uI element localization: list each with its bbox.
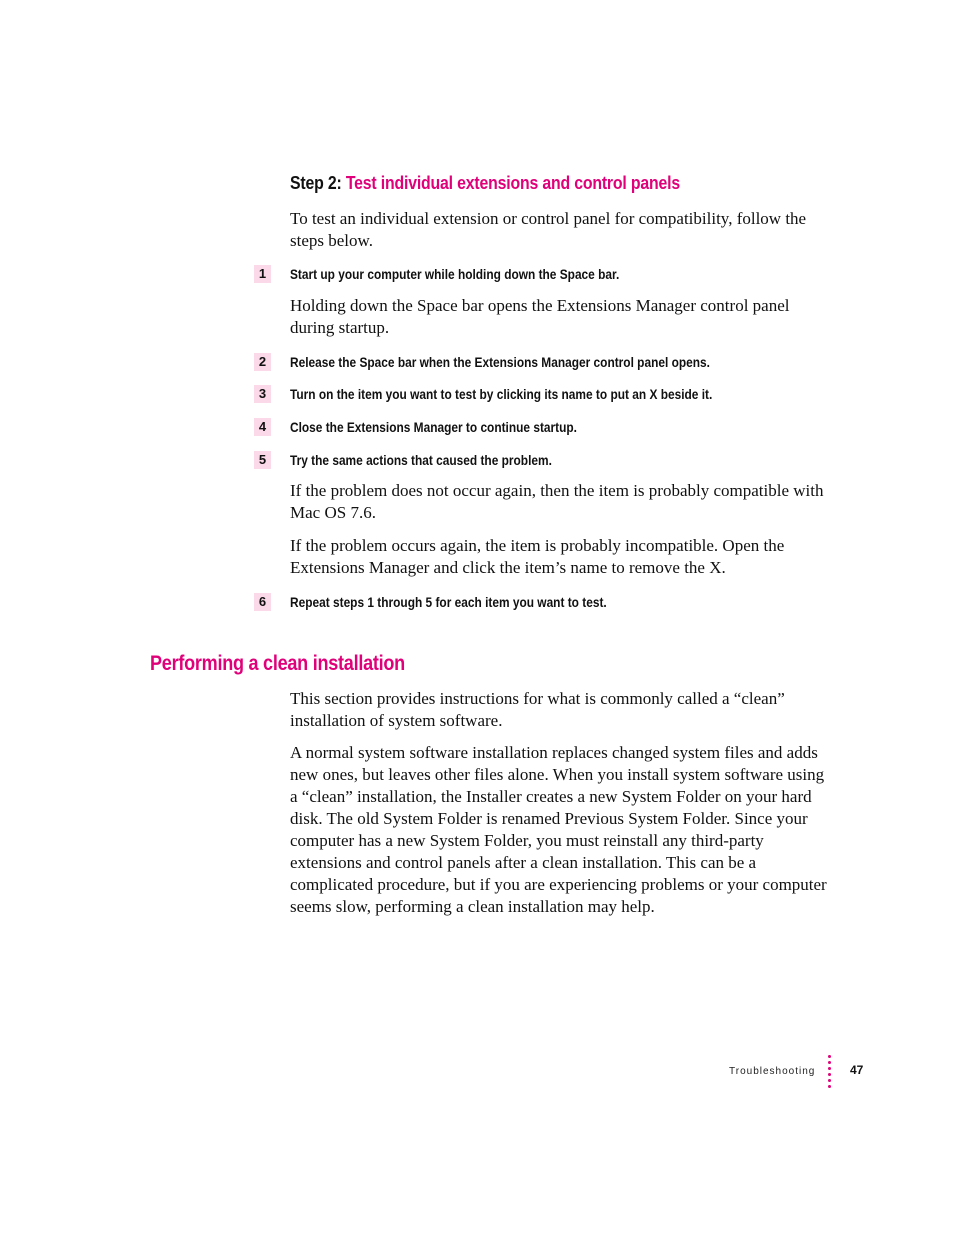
step-instruction: Release the Space bar when the Extensions Manager control panel opens. xyxy=(290,354,710,370)
intro-paragraph: To test an individual extension or control panel for compatibility, follow the steps below. xyxy=(290,209,807,250)
step-number: 3 xyxy=(254,385,271,403)
section-heading: Performing a clean installation xyxy=(150,652,405,675)
step-note: If the problem occurs again, the item is probably incompatible. Open the Extensions Manager and click the item’s name to remove the X. xyxy=(290,536,785,577)
step-number: 1 xyxy=(254,265,271,283)
step-title: Test individual extensions and control panels xyxy=(345,173,681,193)
step-instruction: Start up your computer while holding down the Space bar. xyxy=(290,266,620,282)
page-number: 47 xyxy=(850,1063,864,1077)
step-note: If the problem does not occur again, then the item is probably compatible with Mac OS 7.6. xyxy=(290,481,824,522)
step-instruction: Repeat steps 1 through 5 for each item you want to test. xyxy=(290,594,607,610)
step-number: 6 xyxy=(254,593,271,611)
step-note: Holding down the Space bar opens the Extensions Manager control panel during startup. xyxy=(290,296,790,337)
step-number: 4 xyxy=(254,418,271,436)
step-prefix: Step 2: xyxy=(290,173,342,193)
step-instruction: Close the Extensions Manager to continue startup. xyxy=(290,419,577,435)
step-instruction: Try the same actions that caused the problem. xyxy=(290,452,552,468)
footer-dot-divider xyxy=(828,1055,832,1091)
step-heading xyxy=(290,173,680,194)
section-paragraph: A normal system software installation replaces changed system files and adds new ones, but leaves other files alone. When you install system software using a “clean” installation, the Installer creates a new System Folder on your hard disk. The old System Folder is renamed Previous System Folder. Since your computer has a new System Folder, you must reinstall any third-party extensions and control panels after a clean installation. This can be a complicated procedure, but if you are experiencing problems or your computer seems slow, performing a clean installation may help. xyxy=(290,743,827,916)
step-number: 5 xyxy=(254,451,271,469)
step-instruction: Turn on the item you want to test by clicking its name to put an X beside it. xyxy=(290,386,713,402)
footer-chapter-label: Troubleshooting xyxy=(729,1066,816,1077)
step-number: 2 xyxy=(254,353,271,371)
section-paragraph: This section provides instructions for what is commonly called a “clean” installation of system software. xyxy=(290,689,785,730)
